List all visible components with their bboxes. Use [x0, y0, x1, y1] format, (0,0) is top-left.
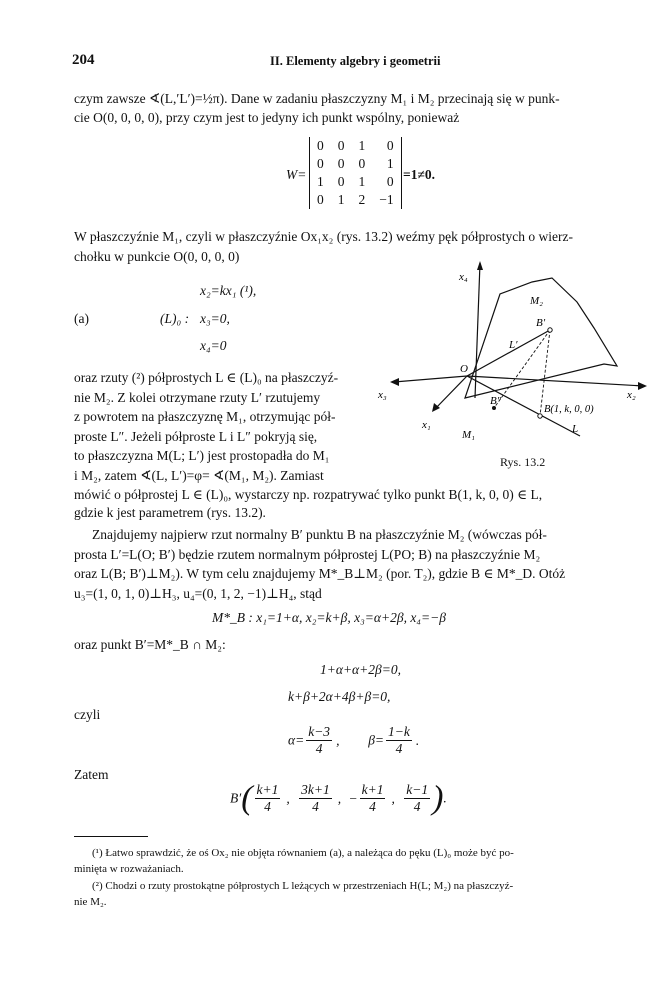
alpha-denominator: 4: [315, 741, 323, 756]
determinant-row: [310, 155, 401, 173]
label-o: O: [460, 363, 468, 375]
axis-x3: [394, 376, 467, 382]
paragraph-4-line: u₃=(1, 0, 1, 0)⊥H₃, u₄=(0, 1, 2, −1)⊥H₄, stąd: [74, 585, 322, 601]
paragraph-3-line: z powrotem na płaszczyznę M₁, otrzymując pół-: [74, 409, 336, 424]
determinant-row: [310, 173, 401, 191]
axis-x1: [434, 376, 467, 410]
determinant-cell: 2: [358, 192, 366, 207]
footnote-1-line-2: minięta w rozważaniach.: [74, 863, 184, 875]
determinant-cell: 1: [317, 174, 324, 189]
bprime-fraction-numerator: k+1: [361, 782, 384, 797]
zatem-label: Zatem: [74, 767, 109, 782]
czyli-label: czyli: [74, 707, 101, 722]
determinant-cell: 0: [317, 192, 324, 207]
paragraph-3-full-1: mówić o półprostej L ∈ (L)₀, wystarczy np. rozpatrywać tylko punkt B(1, k, 0, 0) ∈ L,: [74, 487, 543, 502]
bprime-fraction: [299, 782, 332, 815]
footnote-rule: [74, 836, 148, 837]
bprime-fraction-sign: −: [348, 790, 358, 806]
footnote-1-line-1: (¹) Łatwo sprawdzić, że oś Ox₂ nie objęta równaniem (a), a należąca do pęku (L)₀ może być po-: [92, 847, 514, 859]
bprime-fractions: $\frac{k+1}{4}$ , $\frac{3k+1}{4}$ , − $\frac{k+1}{4}$ , $\frac{k-1}{4}$: [256, 782, 429, 814]
label-lprime: L′: [509, 339, 518, 351]
footnote-2-line-1: (²) Chodzi o rzuty prostokątne półprostych L leżących w przestrzeniach H(L; M₂) na płaszczyź-: [92, 880, 514, 892]
determinant-result: =1≠0.: [403, 167, 435, 182]
determinant-cell: 0: [386, 174, 394, 189]
determinant-matrix: [309, 137, 402, 209]
alpha-lhs: α=: [288, 732, 305, 748]
equation-system-2: k+β+2α+4β+β=0,: [288, 689, 391, 704]
bprime-fraction-denominator: 4: [312, 799, 319, 814]
figure-13-2: [372, 258, 652, 450]
paragraph-1-line-1: czym zawsze ∢(L,′L′)=½π). Dane w zadaniu płaszczyzny M₁ i M₂ przecinają się w punk-: [74, 91, 560, 106]
bprime-fraction-numerator: k+1: [256, 782, 279, 797]
system-eq-2: x₃=0,: [200, 311, 230, 326]
bprime-symbol: B′: [230, 790, 242, 806]
label-bdouble: B″: [490, 395, 502, 407]
paragraph-3-line: i M₂, zatem ∢(L, L′)=φ= ∢(M₁, M₂). Zamiast: [74, 467, 324, 483]
line-l-prime: [467, 330, 550, 376]
bprime-fraction: [255, 782, 281, 815]
left-paren: (: [241, 779, 253, 817]
axis-x4: [475, 263, 480, 398]
alpha-fraction: [306, 724, 332, 757]
system-eq-1: x₂=kx₁ (¹),: [200, 283, 257, 298]
determinant-cell: 0: [337, 156, 345, 171]
paragraph-3-line: nie M₂. Z kolei otrzymane rzuty L′ rzutujemy: [74, 389, 321, 405]
determinant-label: W=: [286, 167, 307, 182]
label-m2: M₂: [530, 295, 543, 307]
beta-lhs: β=: [368, 732, 385, 748]
beta-numerator: 1−k: [388, 724, 410, 739]
determinant-row: [310, 137, 401, 155]
bprime-fraction-numerator: k−1: [406, 782, 429, 797]
determinant-cell: 0: [386, 138, 394, 153]
label-l: L: [572, 423, 579, 435]
axis-x2: [467, 376, 644, 386]
system-eq-3: x₄=0: [200, 338, 227, 353]
label-x3: x₃: [378, 389, 387, 401]
label-b-point: B(1, k, 0, 0): [544, 404, 594, 415]
label-x2: x₂: [627, 389, 636, 401]
footnote-2-line-2: nie M₂.: [74, 896, 107, 908]
paragraph-3-line: proste L″. Jeżeli półproste L i L″ pokryją się,: [74, 428, 318, 444]
point-b: [538, 414, 542, 418]
beta-fraction: [386, 724, 412, 757]
determinant-cell: −1: [379, 192, 394, 207]
figure-caption: Rys. 13.2: [500, 455, 546, 469]
page-number: 204: [72, 52, 95, 68]
determinant-cell: 1: [358, 138, 366, 153]
system-label: (a): [74, 311, 89, 326]
determinant-cell: 1: [337, 192, 345, 207]
paragraph-4-line: prosta L′=L(O; B′) będzie rzutem normalnym półprostej L(PO; B) na płaszczyźnie M₂: [74, 546, 541, 562]
paragraph-3-full-2: gdzie k jest parametrem (rys. 13.2).: [74, 505, 266, 520]
equation-system-1: 1+α+α+2β=0,: [320, 662, 401, 677]
determinant-row: [310, 191, 401, 209]
right-paren: ): [432, 779, 444, 817]
system-lo: (L)₀ :: [160, 311, 190, 326]
beta-denominator: 4: [395, 741, 403, 756]
determinant-cell: 0: [337, 138, 345, 153]
label-x4: x₄: [459, 271, 468, 283]
determinant-cell: 1: [386, 156, 394, 171]
determinant-cell: 0: [317, 156, 324, 171]
paragraph-5: oraz punkt B′=M*_B ∩ M₂:: [74, 637, 226, 652]
projection-line-bprime-bdouble: [494, 330, 550, 408]
determinant-cell: 0: [358, 156, 366, 171]
determinant-cell: 0: [317, 138, 324, 153]
determinant-cell: 0: [337, 174, 345, 189]
equation-mb: M*_B : x₁=1+α, x₂=k+β, x₃=α+2β, x₄=−β: [212, 610, 446, 625]
paragraph-2-line-2: chołku w punkcie O(0, 0, 0, 0): [74, 249, 240, 264]
label-m1: M₁: [462, 429, 475, 441]
paragraph-3-line: to płaszczyzna M(L; L′) jest prostopadła do M₁: [74, 448, 330, 463]
axis-x3-arrow: [390, 378, 399, 386]
bprime-coordinates: B′( $\frac{k+1}{4}$ , $\frac{3k+1}{4}$ , − $\frac{k+1}{4}$ , $\frac{k-1}{4}$ ).: [230, 779, 447, 817]
point-bprime: [548, 328, 552, 332]
bprime-fraction-denominator: 4: [413, 799, 421, 814]
label-bprime: B′: [536, 317, 546, 329]
alpha-beta-solution: α= $\frac{k-3}{4}$ , β= $\frac{1-k}{4}$ .: [288, 724, 420, 756]
bprime-fraction-denominator: 4: [264, 799, 271, 814]
paragraph-4-line: Znajdujemy najpierw rzut normalny B′ punktu B na płaszczyźnie M₂ (wówczas pół-: [92, 527, 547, 542]
axis-x4-arrow: [477, 261, 483, 270]
axis-x2-arrow: [638, 382, 647, 390]
paragraph-2-line-1: W płaszczyźnie M₁, czyli w płaszczyźnie Ox₁x₂ (rys. 13.2) weźmy pęk półprostych o wierz-: [74, 229, 573, 244]
label-x1: x₁: [422, 419, 431, 431]
determinant-cell: 1: [358, 174, 366, 189]
bprime-fraction: [404, 782, 430, 815]
bprime-fraction-denominator: 4: [369, 799, 376, 814]
alpha-numerator: k−3: [308, 724, 331, 739]
paragraph-1-line-2: cie O(0, 0, 0, 0), przy czym jest to jedyny ich punkt wspólny, ponieważ: [74, 110, 460, 125]
running-title: II. Elementy algebry i geometrii: [270, 54, 441, 68]
bprime-fraction-numerator: 3k+1: [301, 782, 330, 797]
paragraph-3-line: oraz rzuty (²) półprostych L ∈ (L)₀ na płaszczyź-: [74, 370, 339, 385]
paragraph-4-line: oraz L(B; B′)⊥M₂). W tym celu znajdujemy M*_B⊥M₂ (por. T₂), gdzie B ∈ M*_D. Otóż: [74, 566, 566, 581]
bprime-fraction: [360, 782, 386, 815]
